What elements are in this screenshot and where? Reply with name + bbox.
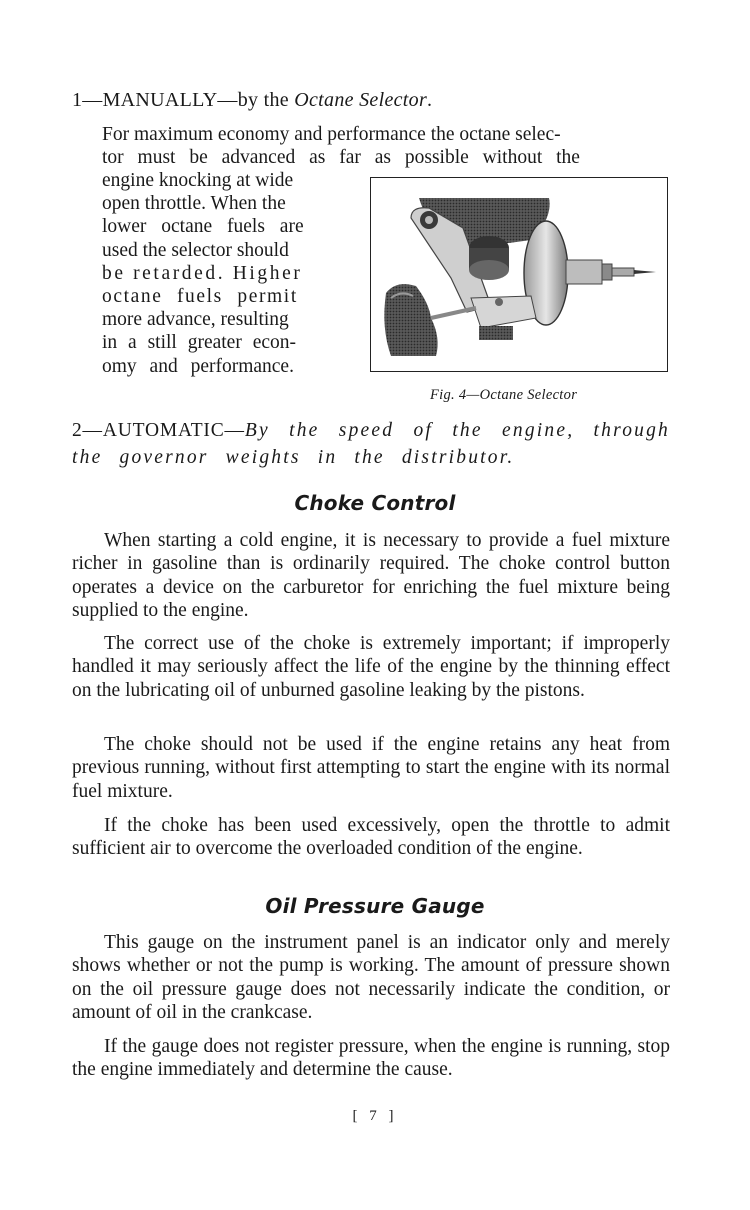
column-line <box>102 355 346 378</box>
column-line <box>102 262 346 285</box>
item-1-suffix: . <box>427 89 433 111</box>
paragraph-text: If the gauge does not register pressure, when the engine is running, stop the engine immediately and determine the cause. <box>72 1036 670 1081</box>
paragraph-text: If the choke has been used excessively, open the throttle to admit sufficient air to overcome the overloaded condition of the engine. <box>72 815 670 860</box>
item-1-column-text <box>102 169 346 378</box>
choke-paragraph-4 <box>72 814 670 861</box>
item-1-para-line-2: tor must be advanced as far as possible without the <box>102 147 580 168</box>
item-1-prefix: 1—MANUALLY—by the <box>72 89 295 111</box>
paragraph-text: When starting a cold engine, it is necessary to provide a fuel mixture richer in gasoline than is ordinarily required. The choke control button operates a device on the carburetor for enriching the fuel mixture being supplied to the engine. <box>72 530 670 621</box>
column-line-text: lower octane fuels are <box>102 216 304 238</box>
choke-paragraph-1 <box>72 529 670 622</box>
column-line-text: used the selector should <box>102 239 289 261</box>
item-2-text <box>72 417 670 471</box>
item-1-para-line-1: For maximum economy and performance the octane selec- <box>102 124 561 145</box>
item-2-italic-line-2: the governor weights in the distributor. <box>72 447 515 468</box>
page-number: [ 7 ] <box>352 1108 398 1124</box>
column-line-text: more advance, resulting <box>102 309 289 331</box>
column-line-text: engine knocking at wide <box>102 170 294 191</box>
oil-paragraph-1 <box>72 931 670 1024</box>
item-2-prefix: 2—AUTOMATIC— <box>72 420 245 441</box>
item-2-italic-line-1: By the speed of the engine, through <box>244 420 670 441</box>
column-line <box>102 215 346 238</box>
item-1-para-line <box>102 123 670 146</box>
choke-paragraph-2 <box>72 632 670 702</box>
paragraph-text: The correct use of the choke is extremely important; if improperly handled it may seriously affect the life of the engine by the thinning effect on the lubricating oil of unburned gasoline leaking by the pistons. <box>72 633 670 701</box>
column-line <box>102 239 346 262</box>
column-line-text: open throttle. When the <box>102 193 286 215</box>
column-line-text: omy and performance. <box>102 355 294 377</box>
item-2-line-1 <box>72 417 670 444</box>
column-line <box>102 192 346 215</box>
column-line <box>102 331 346 354</box>
item-1-heading <box>72 89 432 112</box>
section-heading-choke-control: Choke Control <box>294 491 456 515</box>
oil-paragraph-2 <box>72 1035 670 1082</box>
item-1-para-line <box>102 146 670 169</box>
column-line-text: be retarded. Higher <box>102 262 303 284</box>
column-line <box>102 169 346 192</box>
column-line-text: octane fuels permit <box>102 286 298 308</box>
column-line <box>102 285 346 308</box>
section-heading-oil-pressure-gauge: Oil Pressure Gauge <box>265 894 485 918</box>
paragraph-text: The choke should not be used if the engine retains any heat from previous running, without first attempting to start the engine with its normal fuel mixture. <box>72 734 670 802</box>
column-line <box>102 308 346 331</box>
column-line-text: in a still greater econ- <box>102 332 297 354</box>
choke-paragraph-3 <box>72 733 670 803</box>
octane-selector-figure <box>370 177 668 372</box>
figure-caption: Fig. 4—Octane Selector <box>430 387 578 403</box>
paragraph-text: This gauge on the instrument panel is an indicator only and merely shows whether or not the pump is working. The amount of pressure shown on the oil pressure gauge does not necessarily indicate the condition, or amount of oil in the crankcase. <box>72 932 670 1023</box>
item-1-italic-term: Octane Selector <box>294 89 428 111</box>
octane-selector-photo-icon <box>371 178 666 370</box>
